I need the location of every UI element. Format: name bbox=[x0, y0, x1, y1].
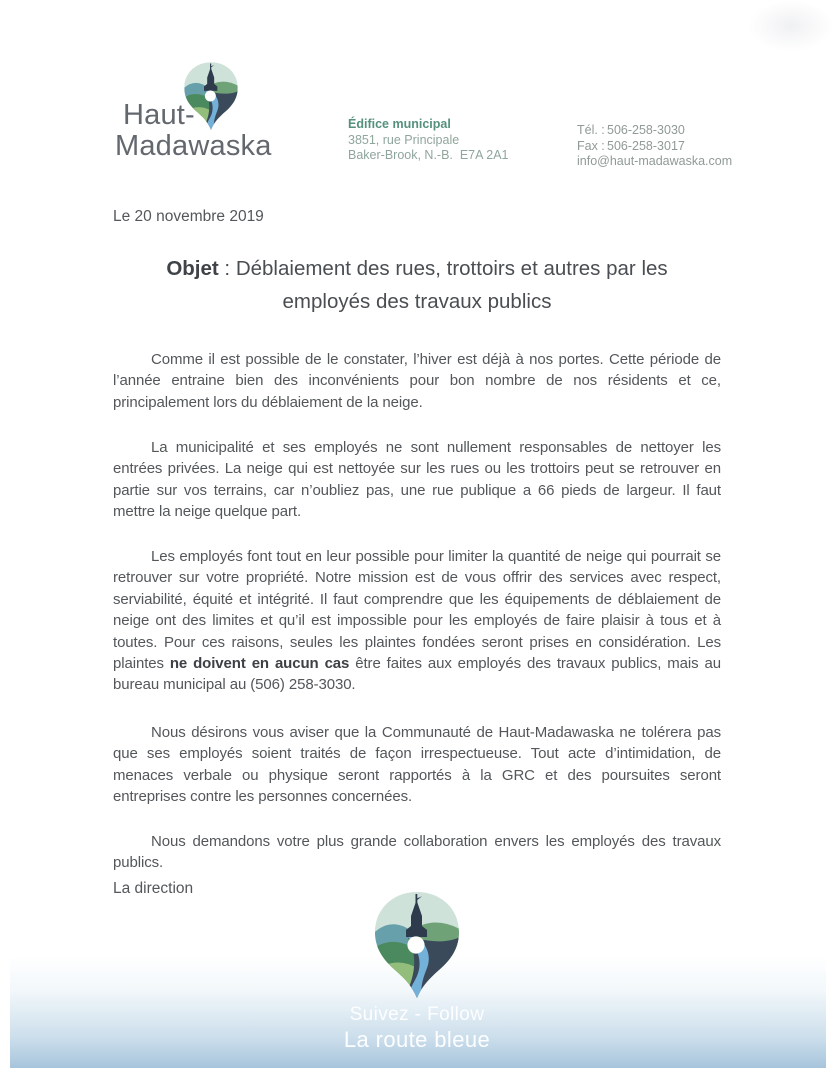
paragraph-collaboration: Nous demandons votre plus grande collaboration envers les employés des travaux publics. bbox=[113, 833, 721, 872]
paragraph-complaints bbox=[113, 546, 721, 696]
scan-artifact bbox=[748, 0, 834, 52]
subject-line2: employés des travaux publics bbox=[282, 290, 552, 313]
subject-line1 bbox=[113, 252, 721, 285]
signature-la-direction: La direction bbox=[113, 880, 194, 897]
email-address: info@haut-madawaska.com bbox=[577, 154, 733, 168]
municipal-address-block bbox=[348, 117, 509, 164]
phone-number: 506-258-3030 bbox=[607, 123, 685, 137]
paragraph-complaints-after: être faites aux employés des travaux publics, mais au bureau municipal au (506) 258-3030. bbox=[113, 655, 721, 694]
fax-row bbox=[577, 139, 732, 155]
paragraph-respect-warning: Nous désirons vous aviser que la Communauté de Haut-Madawaska ne tolérera pas que ses employés soient traités de façon irrespectueuse. Tout acte d’intimidation, de menaces verbale ou physique seront rapportés à la GRC et des poursuites seront entreprises contre les personnes concernées. bbox=[113, 724, 721, 806]
letter-date: Le 20 novembre 2019 bbox=[113, 208, 264, 225]
wordmark-line1: Haut- bbox=[123, 99, 195, 131]
fax-number: 506-258-3017 bbox=[607, 138, 685, 153]
paragraph-winter-intro: Comme il est possible de le constater, l’hiver est déjà à nos portes. Cette période de l’année entraine bien des inconvénients pour bon nombre de nos résidents et ce, principalement lors du déblaiement de la neige. bbox=[113, 351, 721, 411]
contact-block bbox=[577, 123, 732, 170]
subject-text: : Déblaiement des rues, trottoirs et autres par les bbox=[218, 257, 668, 280]
paragraph-private-driveways: La municipalité et ses employés ne sont nullement responsables de nettoyer les entrées privées. La neige qui est nettoyée sur les rues ou les trottoirs peut se retrouver en partie sur vos terrains, car n’oubliez pas, une rue publique a 66 pieds de largeur. Il faut mettre la neige quelque part. bbox=[113, 439, 721, 521]
phone-row bbox=[577, 123, 732, 139]
wordmark-line2: Madawaska bbox=[115, 130, 272, 162]
paragraph-complaints-bold: ne doivent en aucun cas bbox=[169, 655, 350, 673]
phone-label: Tél. : bbox=[577, 123, 605, 137]
paragraph-complaints-before: Les employés font tout en leur possible pour limiter la quantité de neige qui pourrait se retrouver sur votre propriété. Notre mission est de vous offrir des services avec respect, serviabilité, équité et intégrité. Il faut comprendre que les équipements de déblaiement de neige ont des limites et qu’il est impossible pour les employés de faire plaisir à tous et à toutes. Pour ces raisons, seules les plaintes fondées seront prises en considération. Les plaintes bbox=[113, 548, 721, 673]
municipality-wordmark bbox=[115, 100, 272, 162]
street-address: 3851, rue Principale bbox=[348, 132, 460, 147]
tagline-suivez-follow: Suivez - Follow bbox=[349, 1004, 485, 1025]
fax-label: Fax : bbox=[577, 138, 605, 153]
footer-tagline bbox=[0, 1002, 834, 1053]
building-name: Édifice municipal bbox=[348, 117, 451, 131]
email-row bbox=[577, 154, 732, 170]
subject-label: Objet bbox=[166, 257, 219, 280]
haut-madawaska-pin-logo-icon bbox=[367, 890, 467, 1000]
city-postal: Baker-Brook, N.-B. E7A 2A1 bbox=[348, 148, 509, 162]
subject-heading bbox=[113, 252, 721, 318]
tagline-la-route-bleue: La route bleue bbox=[343, 1027, 491, 1052]
